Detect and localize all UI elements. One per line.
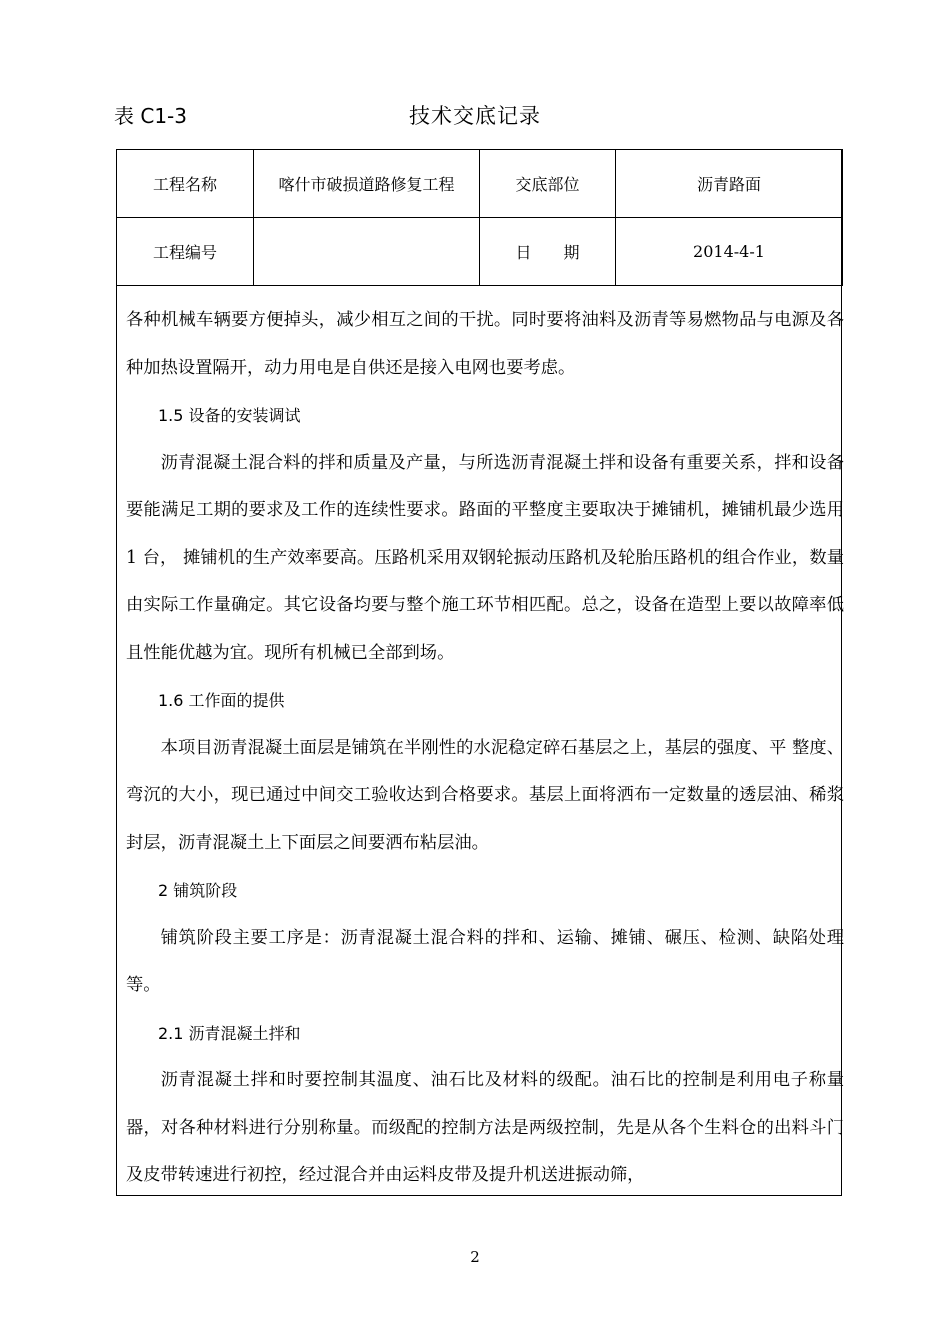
paragraph: 沥青混凝土拌和时要控制其温度、油石比及材料的级配。油石比的控制是利用电子称量器，对各种材料进行分别称量。而级配的控制方法是两级控制，先是从各个生料仓的出料斗门及皮带转速进行初控，经过混合并由运料皮带及提升机送进振动筛，	[126, 1070, 844, 1185]
paragraph: 沥青混凝土混合料的拌和质量及产量，与所选沥青混凝土拌和设备有重要关系，拌和设备要能满足工期的要求及工作的连续性要求。路面的平整度主要取决于摊铺机，摊铺机最少选用 1 台， 摊铺机的生产效率要高。压路机采用双钢轮振动压路机及轮胎压路机的组合作业，数量由实际工作量确定。其它设备均要与整个施工环节相匹配。总之，设备在造型上要以故障率低且性能优越为宜。现所有机械已全部到场。	[126, 452, 844, 663]
form-number: 表 C1-3	[114, 104, 187, 128]
page-number: 2	[470, 1248, 480, 1266]
date-label: 日 期	[480, 218, 616, 286]
project-no-value	[254, 218, 480, 286]
section-heading: 1.6 工作面的提供	[158, 691, 285, 710]
section-heading: 2.1 沥青混凝土拌和	[158, 1023, 301, 1043]
disclosure-content	[126, 297, 844, 1200]
paragraph: 本项目沥青混凝土面层是铺筑在半刚性的水泥稳定碎石基层之上，基层的强度、平 整度、弯沉的大小，现已通过中间交工验收达到合格要求。基层上面将洒布一定数量的透层油、稀浆封层，沥青混凝土上下面层之间要洒布粘层油。	[126, 737, 844, 853]
project-name-value: 喀什市破损道路修复工程	[254, 150, 480, 218]
paragraph: 各种机械车辆要方便掉头，减少相互之间的干扰。同时要将油料及沥青等易燃物品与电源及各种加热设置隔开，动力用电是自供还是接入电网也要考虑。	[126, 310, 844, 378]
location-value: 沥青路面	[616, 150, 843, 218]
header-row-2	[117, 218, 843, 286]
location-label: 交底部位	[480, 150, 616, 218]
paragraph: 铺筑阶段主要工序是：沥青混凝土混合料的拌和、运输、摊铺、碾压、检测、缺陷处理等。	[126, 927, 844, 995]
project-no-label: 工程编号	[117, 218, 254, 286]
section-heading: 1.5 设备的安装调试	[158, 406, 301, 425]
section-heading: 2 铺筑阶段	[158, 881, 238, 900]
header-table	[116, 149, 843, 286]
project-name-label: 工程名称	[117, 150, 254, 218]
date-value: 2014-4-1	[616, 218, 843, 286]
document-title: 技术交底记录	[409, 104, 541, 128]
header-row-1	[117, 150, 843, 218]
